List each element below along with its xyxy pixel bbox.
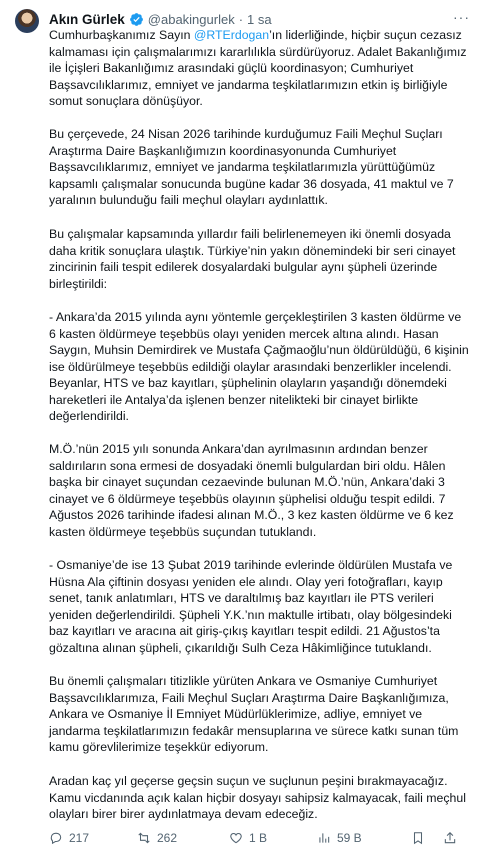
bookmark-icon [411, 831, 425, 845]
paragraph-2: Bu çerçevede, 24 Nisan 2026 tarihinde kurduğumuz Faili Meçhul Suçları Araştırma Daire Başkanlığımızın koordinasyonunda Cumhuriyet Başsavcılıklarımız, emniyet ve jandarma teşkilatlarımızla yürüttüğümüz kapsamlı çalışmalar sonucunda bugüne kadar 36 dosyada, 41 maktul ve 7 yaralının bulunduğu faili meçhul olayları aydınlattık. [49, 127, 454, 207]
author-handle[interactable]: @abakingurlek [147, 11, 235, 27]
paragraph-8: Aradan kaç yıl geçerse geçsin suçun ve suçlunun peşini bırakmayacağız. Kamu vicdanında açık kalan hiçbir dosyayı sahipsiz kalmayacak, faili meçhul olayları birer birer aydınlatmaya devam edeceğiz. [49, 774, 466, 821]
views-chart-icon [317, 831, 331, 845]
verified-badge-icon [129, 12, 144, 27]
author-name[interactable]: Akın Gürlek [49, 11, 125, 27]
views-button[interactable] [317, 831, 362, 845]
repost-count: 262 [157, 831, 178, 845]
separator-dot: · [238, 11, 244, 27]
paragraph-3: Bu çalışmalar kapsamında yıllardır faili belirlenemeyen iki önemli dosyada daha kritik sonuçlara ulaştık. Türkiye’nin yakın dönemindeki bir seri cinayet zincirinin faili tespit edilerek dosyalardaki bulgular aynı şüpheli üzerinde birleştirildi: [49, 227, 456, 291]
tweet-header [49, 9, 272, 29]
reply-count: 217 [69, 831, 90, 845]
reply-button[interactable] [49, 831, 89, 845]
paragraph-1: Cumhurbaşkanımız Sayın @RTErdogan’ın liderliğinde, hiçbir suçun cezasız kalmaması için çalışmalarımızı kararlılıkla sürdürüyoruz. Adalet Bakanlığımız ile İçişleri Bakanlığımız arasındaki güçlü koordinasyon; Cumhuriyet Başsavcılıklarımız, emniyet ve jandarma teşkilatlarımızın etkin iş birliğiyle somut sonuçlara dönüşüyor. [49, 28, 467, 108]
paragraph-6: - Osmaniye’de ise 13 Şubat 2019 tarihinde evlerinde öldürülen Mustafa ve Hüsna Ala çiftinin dosyası yeniden ele alındı. Olay yeri fotoğrafları, kayıp senet, tanık anlatımları, HTS ve daraltılmış baz kayıtları ile PTS verileri yeniden değerlendirildi. Şüpheli Y.K.’nın maktulle irtibatı, olay bölgesindeki baz kayıtları ve aracına ait giriş-çıkış kayıtları tespit edildi. 21 Ağustos’ta gözaltına alınan şüpheli, çıkarıldığı Sulh Ceza Hâkimliğince tutuklandı. [49, 558, 453, 655]
heart-icon [229, 831, 243, 845]
like-count: 1 B [249, 831, 268, 845]
timestamp[interactable]: 1 sa [247, 11, 272, 27]
repost-button[interactable] [137, 831, 177, 845]
like-button[interactable] [229, 831, 267, 845]
more-options-icon[interactable]: ··· [453, 9, 470, 25]
share-icon [443, 831, 457, 845]
bookmark-button[interactable] [411, 831, 425, 845]
repost-icon [137, 831, 151, 845]
avatar[interactable] [15, 9, 39, 33]
share-button[interactable] [443, 831, 457, 845]
mention-link[interactable]: @RTErdogan [193, 28, 270, 42]
view-count: 59 B [337, 831, 362, 845]
paragraph-5: M.Ö.’nün 2015 yılı sonunda Ankara’dan ayrılmasının ardından benzer saldırıların sona ermesi de dosyadaki önemli bulgulardan biri oldu. Hâlen başka bir cinayet suçundan cezaevinde bulunan M.Ö.’nün, Ankara’daki 3 cinayet ve 6 öldürmeye teşebbüs olayının şüphelisi olduğu tespit edildi. 7 Ağustos 2026 tarihinde ifadesi alınan M.Ö., 3 kez kasten öldürme ve 6 kez kasten öldürmeye teşebbüs suçundan tutuklandı. [49, 442, 454, 539]
reply-icon [49, 831, 63, 845]
paragraph-4: - Ankara’da 2015 yılında aynı yöntemle gerçekleştirilen 3 kasten öldürme ve 6 kasten öldürmeye teşebbüs olayı yeniden mercek altına alındı. Hasan Saygın, Muhsin Demirdirek ve Mustafa Çağmaoğlu’nun öldürüldüğü, 6 kişinin ise öldürülmeye teşebbüs edildiği olaylar arasındaki benzerlikler incelendi. Beyanlar, HTS ve baz kayıtları, şüphelinin olayların yaşandığı dönemdeki hareketleri ile Antalya’da işlenen benzer nitelikteki bir cinayet birlikte değerlendirildi. [49, 310, 469, 423]
paragraph-7: Bu önemli çalışmaları titizlikle yürüten Ankara ve Osmaniye Cumhuriyet Başsavcılıklarımıza, Faili Meçhul Suçları Araştırma Daire Başkanlığımıza, Ankara ve Osmaniye İl Emniyet Müdürlüklerimize, adliye, emniyet ve jandarma teşkilatlarımızın fedakâr mensuplarına ve sürece katkı sunan tüm kamu görevlilerimize teşekkür ediyorum. [49, 674, 459, 754]
